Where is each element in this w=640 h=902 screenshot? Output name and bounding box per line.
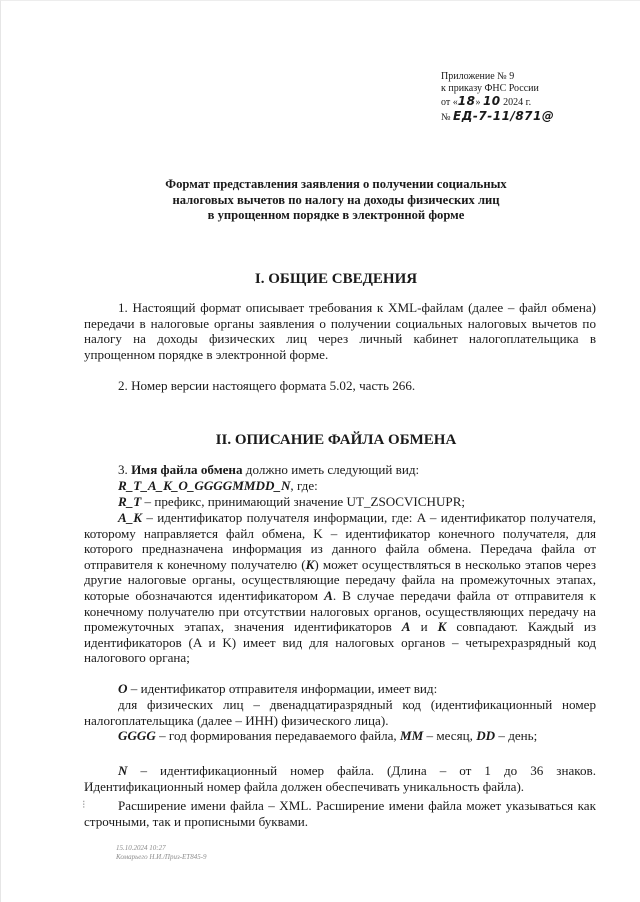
paragraph-extension: Расширение имени файла – XML. Расширение имени файла может указываться как строчными, так и прописными буквами.	[84, 798, 596, 829]
def-ak: A_K – идентификатор получателя информации, где: A – идентификатор получателя, которому направляется файл обмена, K – идентификатор конечного получателя, для которого предназначена информация из данного файла обмена. Передача файла от отправителя к конечному получателю (K) может осуществляться в несколько этапов через другие налоговые органы, осуществляющие передачу файла на промежуточных этапах, которые обозначаются идентификатором A. В случае передачи файла от отправителя к конечному получателю при отсутствии налоговых органов, осуществляющих передачу на промежуточных этапах, значения идентификаторов A и K совпадают. Каждый из идентификаторов (A и K) имеет вид для налоговых органов – четырехразрядный код налогового органа;	[84, 510, 596, 666]
scan-mark: ⁝	[82, 799, 86, 811]
paragraph-2: 2. Номер версии настоящего формата 5.02, часть 266.	[118, 378, 416, 393]
section-heading-exchange-file: II. ОПИСАНИЕ ФАЙЛА ОБМЕНА	[215, 432, 457, 448]
appendix-line2: к приказу ФНС России	[441, 83, 539, 95]
section-heading-general: I. ОБЩИЕ СВЕДЕНИЯ	[254, 271, 418, 287]
handwritten-month: 10	[482, 94, 501, 109]
document-title: Формат представления заявления о получении социальных налоговых вычетов по налогу на доходы физических лиц в упрощенном порядке в электронной форме	[165, 177, 507, 222]
def-rt: R_T – префикс, принимающий значение UT_ZSOCVICHUPR;	[118, 494, 466, 509]
print-stamp: 15.10.2024 10:27 Комарьего Н.И./Приз-ЕТ845-9	[116, 844, 207, 861]
appendix-line1: Приложение № 9	[441, 71, 515, 82]
filename-pattern: R_T_A_K_O_GGGGMMDD_N, где:	[118, 478, 318, 493]
def-n: N – идентификационный номер файла. (Длина – от 1 до 36 знаков. Идентификационный номер файла должен обеспечивать уникальность файла).	[84, 763, 596, 794]
appendix-block	[441, 71, 554, 124]
appendix-date: от «18» 10 2024 г.	[441, 94, 532, 109]
paragraph-1: 1. Настоящий формат описывает требования к XML-файлам (далее – файл обмена) передачи в налоговые органы заявления о получении социальных налоговых вычетов по налогу на доходы физических лиц через личный кабинет налогоплательщика в упрощенном порядке в электронной форме.	[84, 300, 596, 362]
handwritten-day: 18	[457, 94, 476, 109]
handwritten-order-number: ЕД-7-11/871@	[453, 108, 555, 123]
def-o-individuals: для физических лиц – двенадцатиразрядный код (идентификационный номер налогоплательщика (далее – ИНН) физического лица).	[84, 697, 596, 728]
def-o: O – идентификатор отправителя информации, имеет вид:	[118, 681, 438, 696]
def-date-parts: GGGG – год формирования передаваемого файла, MM – месяц, DD – день;	[118, 728, 538, 743]
paragraph-3: 3. Имя файла обмена должно иметь следующий вид:	[118, 462, 420, 477]
appendix-number: № ЕД-7-11/871@	[441, 108, 555, 123]
